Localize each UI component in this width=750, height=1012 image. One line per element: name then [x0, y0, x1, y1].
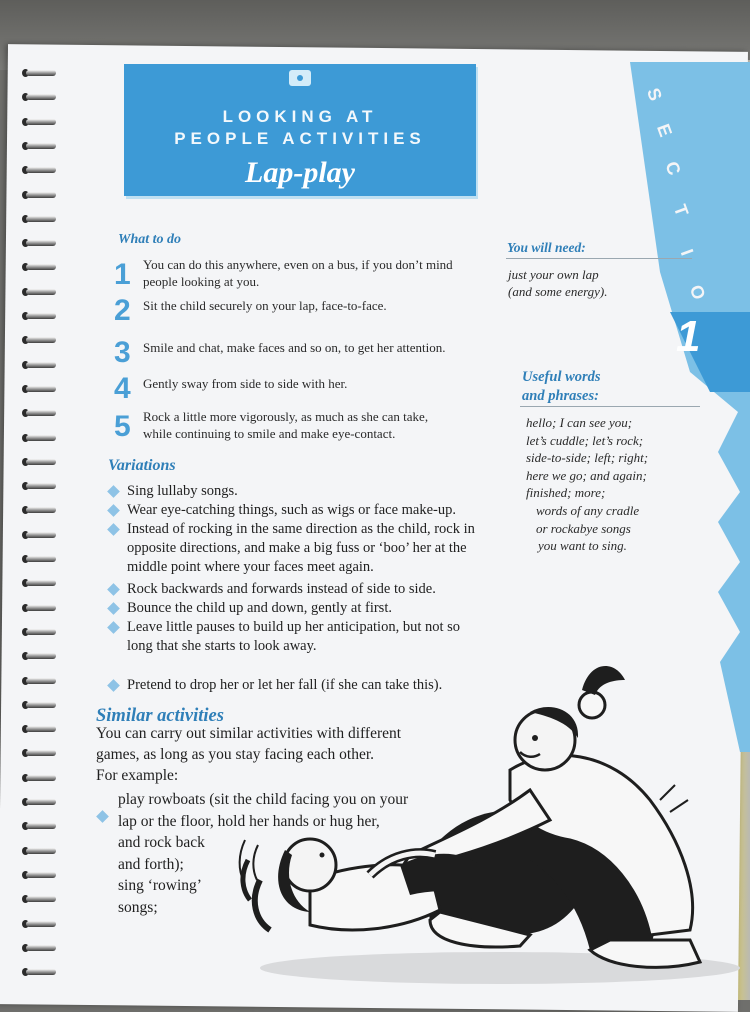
spiral-coil: [22, 262, 60, 272]
spiral-wire: [26, 678, 56, 684]
variation-item: [127, 580, 436, 599]
variation-line: Leave little pauses to build up her anticipation, but not so: [127, 619, 461, 635]
step-line: Sit the child securely on your lap, face-to-face.: [143, 298, 387, 313]
step-line: Gently sway from side to side with her.: [143, 376, 348, 391]
spiral-wire: [26, 921, 56, 927]
spiral-wire: [26, 823, 56, 829]
spiral-wire: [26, 337, 56, 343]
similar-example-line: and rock back: [118, 834, 205, 851]
section-number: 1: [676, 312, 701, 361]
variation-line: middle point where your faces meet again.: [127, 559, 374, 575]
spiral-binding: [22, 68, 62, 998]
spiral-coil: [22, 505, 60, 515]
section-letter: E: [653, 121, 676, 140]
variation-line: long that she starts to look away.: [127, 638, 317, 654]
step-text: [143, 375, 347, 392]
lap-play-illustration: [230, 650, 740, 990]
header-dot-icon: [289, 70, 311, 86]
useful-words-line: words of any cradle: [536, 502, 640, 518]
variation-item: [127, 501, 456, 520]
variation-line: Rock backwards and forwards instead of side to side.: [127, 581, 436, 597]
spiral-wire: [26, 435, 56, 441]
useful-words-line: hello; I can see you;: [526, 415, 633, 430]
step-text: [143, 256, 453, 290]
spiral-wire: [26, 167, 56, 173]
spiral-wire: [26, 872, 56, 878]
section-tab-shape: [630, 62, 750, 752]
spiral-coil: [22, 530, 60, 540]
section-tab: [630, 62, 750, 752]
spiral-coil: [22, 797, 60, 807]
spiral-coil: [22, 481, 60, 491]
useful-words-line: you want to sing.: [538, 538, 627, 554]
spiral-wire: [26, 483, 56, 489]
similar-example-line: play rowboats (sit the child facing you on your: [118, 791, 409, 808]
spiral-coil: [22, 627, 60, 637]
spiral-wire: [26, 507, 56, 513]
spiral-coil: [22, 724, 60, 734]
spiral-wire: [26, 653, 56, 659]
spiral-coil: [22, 68, 60, 78]
useful-words-heading: [522, 368, 601, 406]
spiral-wire: [26, 775, 56, 781]
variation-item: [127, 482, 238, 501]
variation-line: Instead of rocking in the same direction as the child, rock in: [127, 521, 475, 537]
step-text: [143, 339, 446, 356]
similar-intro-line: For example:: [96, 767, 179, 784]
spiral-wire: [26, 896, 56, 902]
similar-example-line: and forth);: [118, 855, 184, 873]
step-line: while continuing to smile and make eye-contact.: [143, 426, 396, 441]
activity-header: [124, 64, 476, 196]
step-number: 5: [114, 410, 131, 443]
similar-intro-line: You can carry out similar activities with different: [96, 725, 402, 742]
useful-words-heading-line: and phrases:: [522, 388, 599, 404]
step-number: 2: [114, 294, 131, 327]
spiral-wire: [26, 362, 56, 368]
spiral-coil: [22, 287, 60, 297]
spiral-wire: [26, 580, 56, 586]
spiral-coil: [22, 846, 60, 856]
spiral-wire: [26, 556, 56, 562]
variation-line: Sing lullaby songs.: [127, 483, 238, 499]
spiral-wire: [26, 799, 56, 805]
page-title: Lap-play: [245, 156, 355, 189]
spiral-wire: [26, 94, 56, 100]
step-line: You can do this anywhere, even on a bus, if you don’t mind: [143, 257, 453, 272]
spiral-coil: [22, 311, 60, 321]
spiral-wire: [26, 240, 56, 246]
variation-line: Wear eye-catching things, such as wigs or face make-up.: [127, 502, 456, 518]
spiral-coil: [22, 335, 60, 345]
spiral-wire: [26, 605, 56, 611]
variations-heading: Variations: [108, 457, 176, 474]
spiral-coil: [22, 603, 60, 613]
spiral-coil: [22, 943, 60, 953]
spiral-coil: [22, 214, 60, 224]
spiral-wire: [26, 726, 56, 732]
step-line: people looking at you.: [143, 274, 260, 289]
step-number: 3: [114, 336, 131, 369]
you-will-need-line: (and some energy).: [508, 284, 608, 299]
spiral-coil: [22, 821, 60, 831]
variation-line: opposite directions, and make a big fuss or ‘boo’ her at the: [127, 540, 467, 556]
variation-line: Pretend to drop her or let her fall (if she can take this).: [127, 677, 443, 693]
spiral-coil: [22, 554, 60, 564]
you-will-need-heading: You will need:: [507, 240, 586, 255]
spiral-coil: [22, 408, 60, 418]
similar-example-line: sing ‘rowing’: [118, 877, 202, 894]
similar-activities-heading: Similar activities: [96, 706, 224, 726]
useful-words-line: finished; more;: [526, 485, 606, 501]
you-will-need-text: [508, 266, 608, 300]
spiral-wire: [26, 532, 56, 538]
section-letter: O: [685, 282, 710, 303]
spiral-coil: [22, 919, 60, 929]
spiral-coil: [22, 433, 60, 443]
useful-words-line: side-to-side; left; right;: [526, 450, 649, 466]
you-will-need-rule: [506, 258, 692, 259]
spiral-wire: [26, 192, 56, 198]
similar-example-line: lap or the floor, hold her hands or hug her,: [118, 812, 380, 830]
step-text: [143, 297, 387, 314]
spiral-coil: [22, 457, 60, 467]
spiral-coil: [22, 165, 60, 175]
useful-words-heading-line: Useful words: [522, 369, 601, 385]
spiral-coil: [22, 578, 60, 588]
section-letter: I: [676, 246, 698, 259]
step-number: 1: [114, 258, 131, 291]
spiral-coil: [22, 870, 60, 880]
useful-words-text: [526, 414, 648, 555]
spiral-coil: [22, 651, 60, 661]
step-line: Rock a little more vigorously, as much as she can take,: [143, 409, 429, 424]
step-number: 4: [114, 372, 131, 405]
spiral-coil: [22, 360, 60, 370]
useful-words-line: here we go; and again;: [526, 467, 647, 483]
spiral-coil: [22, 967, 60, 977]
spiral-coil: [22, 190, 60, 200]
spiral-coil: [22, 748, 60, 758]
similar-example-line: songs;: [118, 898, 158, 916]
spiral-wire: [26, 848, 56, 854]
spiral-wire: [26, 629, 56, 635]
spiral-coil: [22, 676, 60, 686]
spiral-wire: [26, 70, 56, 76]
header-line-2: PEOPLE ACTIVITIES: [174, 129, 426, 148]
useful-words-line: let’s cuddle; let’s rock;: [526, 432, 644, 448]
spiral-coil: [22, 117, 60, 127]
spiral-wire: [26, 143, 56, 149]
spiral-wire: [26, 264, 56, 270]
useful-words-rule: [520, 406, 700, 407]
spiral-coil: [22, 141, 60, 151]
step-text: [143, 408, 428, 442]
spiral-coil: [22, 773, 60, 783]
spiral-wire: [26, 386, 56, 392]
spiral-coil: [22, 700, 60, 710]
variation-item: [127, 520, 475, 577]
section-letter: S: [643, 85, 666, 104]
spiral-wire: [26, 289, 56, 295]
spiral-wire: [26, 410, 56, 416]
spiral-wire: [26, 702, 56, 708]
section-letter: C: [661, 158, 685, 178]
spiral-wire: [26, 119, 56, 125]
spiral-wire: [26, 459, 56, 465]
header-subtitle: [124, 106, 476, 150]
similar-intro-line: games, as long as you stay facing each other.: [96, 746, 375, 763]
spiral-coil: [22, 92, 60, 102]
spiral-coil: [22, 894, 60, 904]
you-will-need-line: just your own lap: [508, 267, 599, 282]
spiral-coil: [22, 384, 60, 394]
header-line-1: LOOKING AT: [222, 107, 378, 126]
spiral-wire: [26, 969, 56, 975]
spiral-wire: [26, 216, 56, 222]
spiral-wire: [26, 945, 56, 951]
spiral-wire: [26, 750, 56, 756]
step-line: Smile and chat, make faces and so on, to get her attention.: [143, 340, 446, 355]
section-letter: T: [669, 201, 693, 219]
spiral-coil: [22, 238, 60, 248]
variation-item: [127, 599, 392, 618]
what-to-do-heading: What to do: [118, 232, 182, 247]
spiral-wire: [26, 313, 56, 319]
useful-words-line: or rockabye songs: [536, 520, 631, 536]
variation-line: Bounce the child up and down, gently at first.: [127, 600, 392, 616]
